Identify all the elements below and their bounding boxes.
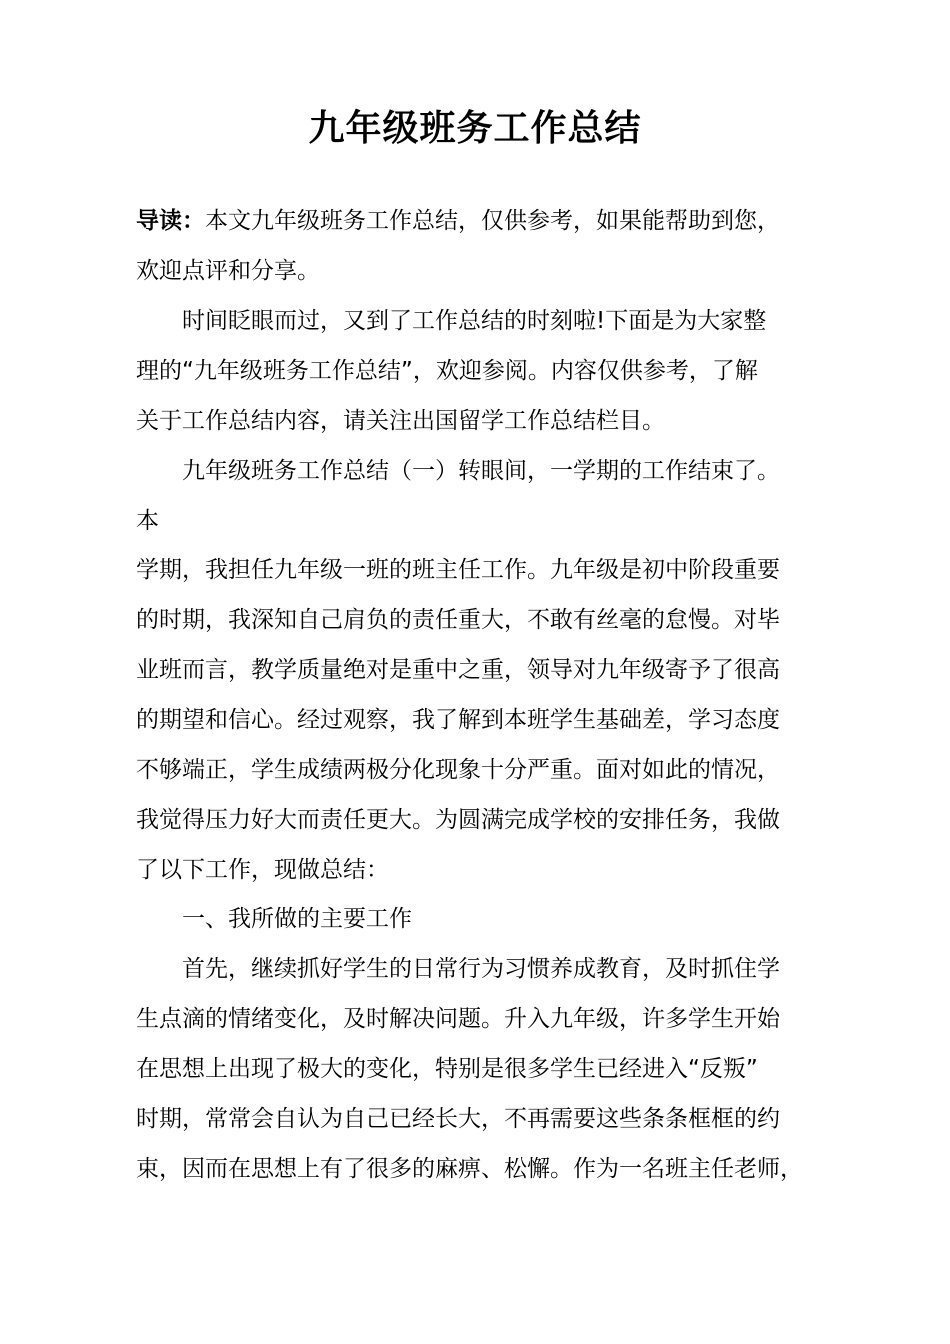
paragraph-line: 时间眨眼而过，又到了工作总结的时刻啦!下面是为大家整 — [182, 308, 767, 334]
intro-label: 导读： — [136, 208, 205, 234]
paragraph-line: 了以下工作，现做总结： — [136, 857, 389, 883]
intro-text: 本文九年级班务工作总结，仅供参考，如果能帮助到您， — [205, 208, 780, 234]
section-heading: 一、我所做的主要工作 — [182, 906, 412, 932]
paragraph-line: 理的“九年级班务工作总结”，欢迎参阅。内容仅供参考，了解 — [136, 358, 758, 384]
paragraph-line: 时期，常常会自认为自己已经长大，不再需要这些条条框框的约 — [136, 1106, 780, 1132]
paragraph-line: 学期，我担任九年级一班的班主任工作。九年级是初中阶段重要 — [136, 557, 780, 583]
paragraph-line: 在思想上出现了极大的变化，特别是很多学生已经进入“反叛” — [136, 1056, 758, 1082]
paragraph-line: 首先，继续抓好学生的日常行为习惯养成教育，及时抓住学 — [182, 956, 780, 982]
document-title: 九年级班务工作总结 — [308, 108, 642, 149]
paragraph-line: 生点滴的情绪变化，及时解决问题。升入九年级，许多学生开始 — [136, 1006, 780, 1032]
paragraph-line: 业班而言，教学质量绝对是重中之重，领导对九年级寄予了很高 — [136, 657, 780, 683]
paragraph-line: 九年级班务工作总结（一）转眼间，一学期的工作结束了。 — [182, 458, 780, 484]
paragraph-line: 本 — [136, 508, 159, 534]
paragraph-line: 的期望和信心。经过观察，我了解到本班学生基础差，学习态度 — [136, 707, 780, 733]
intro-line-2: 欢迎点评和分享。 — [136, 258, 320, 284]
paragraph-line: 我觉得压力好大而责任更大。为圆满完成学校的安排任务，我做 — [136, 807, 780, 833]
intro-line-1 — [136, 206, 780, 236]
paragraph-line: 束，因而在思想上有了很多的麻痹、松懈。作为一名班主任老师， — [136, 1156, 803, 1182]
paragraph-line: 的时期，我深知自己肩负的责任重大，不敢有丝毫的怠慢。对毕 — [136, 607, 780, 633]
paragraph-line: 不够端正，学生成绩两极分化现象十分严重。面对如此的情况， — [136, 757, 780, 783]
paragraph-line: 关于工作总结内容，请关注出国留学工作总结栏目。 — [136, 408, 665, 434]
